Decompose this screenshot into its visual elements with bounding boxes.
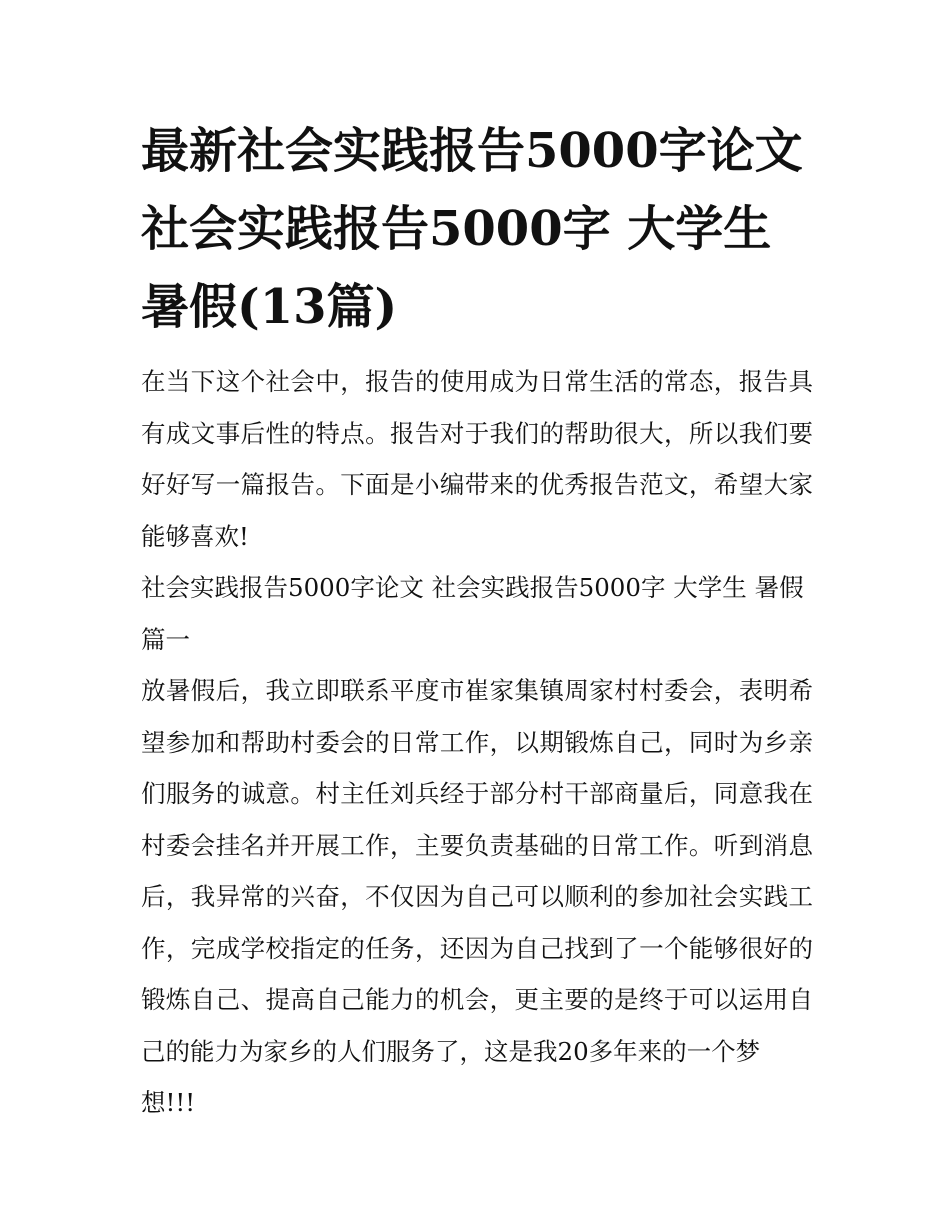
section-heading: 社会实践报告5000字论文 社会实践报告5000字 大学生 暑假篇一 [141, 573, 804, 654]
body-paragraph [141, 665, 813, 1129]
document-title: 最新社会实践报告5000字论文 社会实践报告5000字 大学生 暑假(13篇) [141, 123, 803, 335]
intro-paragraph: 在当下这个社会中，报告的使用成为日常生活的常态，报告具有成文事后性的特点。报告对于我们的帮助很大，所以我们要好好写一篇报告。下面是小编带来的优秀报告范文，希望大家能够喜欢! [141, 367, 813, 551]
body-paragraph-text: 放暑假后，我立即联系平度市崔家集镇周家村村委会，表明希望参加和帮助村委会的日常工作，以期锻炼自己，同时为乡亲们服务的诚意。村主任刘兵经于部分村干部商量后，同意我在村委会挂名并开展工作，主要负责基础的日常工作。听到消息后，我异常的兴奋，不仅因为自己可以顺利的参加社会实践工作，完成学校指定的任务，还因为自己找到了一个能够很好的锻炼自己、提高自己能力的机会，更主要的是终于可以运用自己的能力为家乡的人们服务了，这是我20多年来的一个梦 [141, 676, 813, 1066]
document-body [141, 356, 813, 1129]
document-page [141, 112, 813, 1129]
body-paragraph-end: 想!!! [141, 1088, 196, 1117]
